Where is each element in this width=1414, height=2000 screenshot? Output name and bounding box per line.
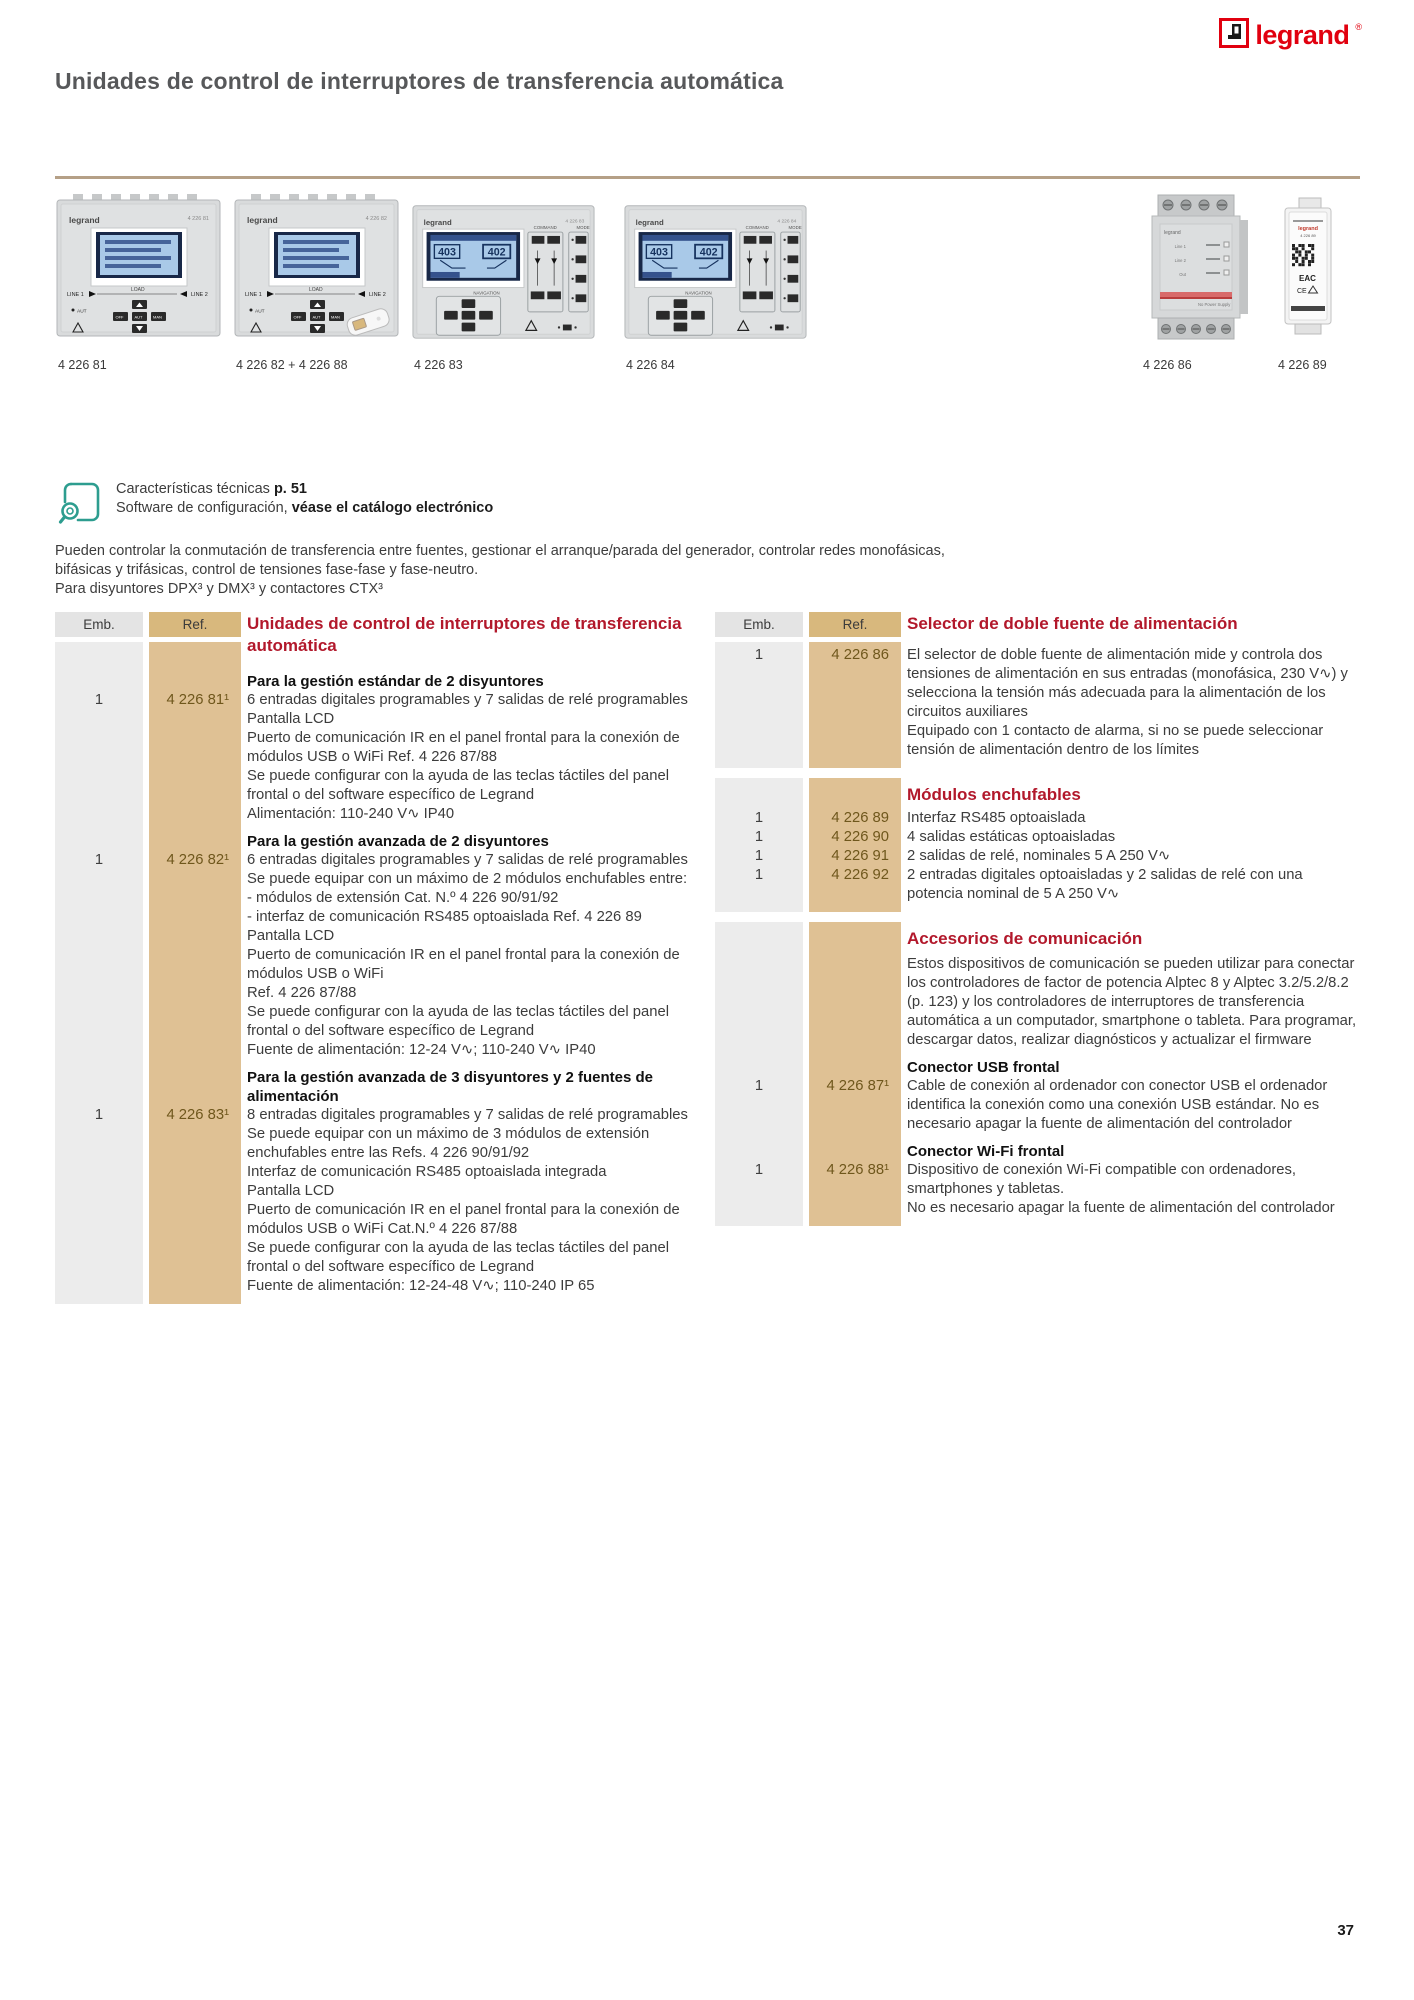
row-heading: Para la gestión estándar de 2 disyuntores — [247, 673, 544, 690]
svg-text:MAN: MAN — [153, 314, 162, 320]
ref-value: 4 226 81¹ — [166, 692, 229, 708]
product-row — [715, 809, 1360, 828]
description-line: 4 salidas estáticas optoaisladas — [907, 829, 1116, 845]
info-line-1: Características técnicas p. 51 — [116, 481, 307, 497]
description-line: 2 entradas digitales optoaisladas y 2 salidas de relé con una potencia nominal de 5 A 250 V∿ — [907, 867, 1303, 902]
page-number: 37 — [1337, 1922, 1354, 1939]
svg-text:OFF: OFF — [115, 314, 124, 320]
ref-value: 4 226 91 — [831, 848, 889, 864]
row-description — [907, 847, 1360, 866]
product-image-4-226-82-4-226-88 — [233, 192, 403, 349]
description-line: Se puede configurar con la ayuda de las teclas táctiles del panel frontal o del software específico de Legrand — [247, 768, 669, 803]
left-product-table — [55, 612, 700, 1304]
description-line: 2 salidas de relé, nominales 5 A 250 V∿ — [907, 848, 1171, 864]
row-heading: Para la gestión avanzada de 2 disyuntores — [247, 833, 549, 850]
product-row — [715, 646, 1360, 760]
right-product-table — [715, 612, 1360, 1304]
svg-text:LINE 1: LINE 1 — [67, 292, 84, 298]
product-image-4-226-86 — [1140, 192, 1260, 349]
ref-value: 4 226 86 — [831, 647, 889, 663]
description-line: Interfaz RS485 optoaislada — [907, 810, 1086, 826]
product-caption: 4 226 83 — [414, 358, 463, 372]
description-line: 8 entradas digitales programables y 7 salidas de relé programables — [247, 1107, 688, 1123]
svg-text:EAC: EAC — [1299, 274, 1316, 283]
intro-line: Pueden controlar la conmutación de transferencia entre fuentes, gestionar el arranque/parada del generador, controlar redes monofásicas, — [55, 543, 945, 559]
section-title: Módulos enchufables — [907, 785, 1081, 804]
description-line: Fuente de alimentación: 12-24 V∿; 110-240 V∿ IP40 — [247, 1042, 596, 1058]
svg-text:No Power Supply: No Power Supply — [1198, 302, 1231, 307]
table-section — [715, 778, 1360, 912]
svg-text:LINE 2: LINE 2 — [369, 292, 386, 298]
emb-value: 1 — [754, 848, 764, 864]
product-figure — [623, 198, 808, 372]
ref-value: 4 226 82¹ — [166, 852, 229, 868]
page-title: Unidades de control de interruptores de transferencia automática — [55, 68, 784, 94]
svg-text:4 226 83: 4 226 83 — [565, 219, 585, 225]
svg-text:Line 1: Line 1 — [1174, 244, 1186, 249]
svg-text:403: 403 — [438, 246, 456, 259]
row-description — [247, 691, 700, 824]
emb-header-cell: Emb. — [715, 612, 803, 637]
row-description — [247, 1106, 700, 1296]
svg-text:4 226 82: 4 226 82 — [365, 216, 387, 222]
svg-text:OFF: OFF — [293, 314, 302, 320]
product-caption: 4 226 86 — [1143, 358, 1192, 372]
description-line: Interfaz de comunicación RS485 optoaislada integrada — [247, 1164, 607, 1180]
product-figure — [1140, 192, 1260, 372]
svg-text:legrand: legrand — [247, 215, 278, 225]
svg-text:NAVIGATION: NAVIGATION — [473, 290, 500, 296]
intro-line: bifásicas y trifásicas, control de tensiones fase-fase y fase-neutro. — [55, 562, 479, 578]
ref-value: 4 226 89 — [831, 810, 889, 826]
description-line: No es necesario apagar la fuente de alimentación del controlador — [907, 1200, 1335, 1216]
product-caption: 4 226 84 — [626, 358, 675, 372]
row-description — [907, 809, 1360, 828]
svg-text:legrand: legrand — [635, 218, 664, 228]
svg-text:LOAD: LOAD — [309, 287, 323, 293]
row-description — [907, 1161, 1360, 1218]
product-row — [715, 1050, 1360, 1134]
product-image-4-226-89 — [1275, 196, 1345, 349]
svg-text:AUT: AUT — [312, 314, 321, 320]
section-intro: Estos dispositivos de comunicación se pueden utilizar para conectar los controladores de factor de potencia Alptec 8 y Alptec 3.2/5.2/8.2 (p. 123) y los controladores de interruptores de transferencia automática a un computador, smartphone o tableta. Para programar, descargar datos, realizar diagnósticos y actualizar el firmware — [907, 956, 1357, 1048]
ref-value: 4 226 88¹ — [826, 1162, 889, 1178]
svg-text:402: 402 — [487, 246, 506, 259]
product-caption: 4 226 82 + 4 226 88 — [236, 358, 348, 372]
intro-paragraph — [55, 542, 1365, 599]
row-description — [907, 828, 1360, 847]
svg-text:AUT: AUT — [255, 309, 265, 315]
description-line: Alimentación: 110-240 V∿ IP40 — [247, 806, 455, 822]
table-section — [55, 642, 700, 1304]
svg-text:4 226 84: 4 226 84 — [777, 219, 797, 225]
svg-text:NAVIGATION: NAVIGATION — [685, 290, 712, 296]
row-heading: Conector Wi-Fi frontal — [907, 1143, 1065, 1160]
ref-header-cell: Ref. — [149, 612, 241, 637]
table-section — [715, 922, 1360, 1226]
row-heading: Conector USB frontal — [907, 1059, 1060, 1076]
emb-header-cell: Emb. — [55, 612, 143, 637]
svg-text:MAN: MAN — [331, 314, 340, 320]
emb-value: 1 — [94, 692, 104, 708]
product-caption: 4 226 81 — [58, 358, 107, 372]
section-title-row — [715, 926, 1360, 953]
row-description — [907, 866, 1360, 904]
svg-text:AUT: AUT — [134, 314, 143, 320]
svg-text:legrand: legrand — [1164, 230, 1181, 236]
emb-value: 1 — [754, 1078, 764, 1094]
legrand-logo — [1219, 18, 1362, 53]
description-line: 6 entradas digitales programables y 7 salidas de relé programables — [247, 852, 688, 868]
svg-text:MODE: MODE — [576, 225, 590, 231]
description-line: Puerto de comunicación IR en el panel frontal para la conexión de módulos USB o WiFi Ref. 4 226 87/88 — [247, 730, 680, 765]
description-line: Se puede configurar con la ayuda de las teclas táctiles del panel frontal o del software específico de Legrand — [247, 1240, 669, 1275]
row-description — [907, 646, 1360, 760]
svg-text:402: 402 — [699, 246, 718, 259]
product-row — [55, 646, 700, 824]
description-line: - módulos de extensión Cat. N.º 4 226 90/91/92 — [247, 890, 559, 906]
legrand-logo-icon — [1219, 18, 1249, 53]
product-figure — [411, 198, 593, 372]
emb-value: 1 — [754, 1162, 764, 1178]
svg-text:legrand: legrand — [1298, 226, 1318, 232]
product-image-4-226-84 — [623, 198, 808, 349]
description-line: Puerto de comunicación IR en el panel frontal para la conexión de módulos USB o WiFi Cat.N.º 4 226 87/88 — [247, 1202, 680, 1237]
description-line: 6 entradas digitales programables y 7 salidas de relé programables — [247, 692, 688, 708]
description-line: - interfaz de comunicación RS485 optoaislada Ref. 4 226 89 — [247, 909, 642, 925]
description-line: Puerto de comunicación IR en el panel frontal para la conexión de módulos USB o WiFi — [247, 947, 680, 982]
svg-text:Out: Out — [1179, 272, 1186, 277]
description-line: Pantalla LCD — [247, 711, 335, 727]
emb-value: 1 — [754, 810, 764, 826]
section-title: Accesorios de comunicación — [907, 929, 1143, 948]
description-line: Equipado con 1 contacto de alarma, si no se puede seleccionar tensión de alimentación dentro de los límites — [907, 723, 1324, 758]
svg-text:CE: CE — [1297, 288, 1307, 295]
row-description — [247, 851, 700, 1060]
emb-value: 1 — [754, 829, 764, 845]
product-row — [715, 847, 1360, 866]
description-line: Ref. 4 226 87/88 — [247, 985, 357, 1001]
svg-text:COMMAND: COMMAND — [533, 225, 557, 231]
product-figure — [55, 192, 225, 372]
table-header-row — [55, 612, 700, 655]
catalog-tables — [55, 612, 1360, 1304]
product-image-4-226-83 — [411, 198, 593, 349]
row-description — [907, 1077, 1360, 1134]
intro-line: Para disyuntores DPX³ y DMX³ y contactores CTX³ — [55, 581, 383, 597]
info-line-2: Software de configuración, véase el catálogo electrónico — [116, 500, 494, 516]
ref-value: 4 226 92 — [831, 867, 889, 883]
description-line: Se puede equipar con un máximo de 2 módulos enchufables entre: — [247, 871, 688, 887]
technical-info-note — [58, 480, 493, 531]
ref-value: 4 226 83¹ — [166, 1107, 229, 1123]
svg-text:4 226 81: 4 226 81 — [187, 216, 209, 222]
product-figure — [233, 192, 403, 372]
product-image-4-226-81 — [55, 192, 225, 349]
svg-text:MODE: MODE — [788, 225, 802, 231]
product-row — [715, 828, 1360, 847]
section-title-row — [715, 782, 1360, 809]
product-row — [55, 824, 700, 1060]
product-row — [715, 1134, 1360, 1218]
table-title: Unidades de control de interruptores de transferencia automática — [247, 614, 682, 655]
product-images-row — [55, 192, 1360, 372]
description-line: Se puede equipar con un máximo de 3 módulos de extensión enchufables entre las Refs. 4 226 90/91/92 — [247, 1126, 650, 1161]
description-line: Fuente de alimentación: 12-24-48 V∿; 110-240 IP 65 — [247, 1278, 595, 1294]
description-line: Cable de conexión al ordenador con conector USB el ordenador identifica la conexión como una conexión USB estándar. No es necesario apagar la fuente de alimentación del controlador — [907, 1078, 1328, 1132]
description-line: Pantalla LCD — [247, 928, 335, 944]
section-intro-row — [715, 953, 1360, 1050]
svg-text:Line 2: Line 2 — [1174, 258, 1186, 263]
description-line: Dispositivo de conexión Wi-Fi compatible con ordenadores, smartphones y tabletas. — [907, 1162, 1297, 1197]
svg-text:403: 403 — [650, 246, 668, 259]
title-rule — [55, 176, 1360, 179]
svg-text:4 226 89: 4 226 89 — [1300, 233, 1316, 238]
product-row — [55, 1060, 700, 1296]
ref-value: 4 226 90 — [831, 829, 889, 845]
product-caption: 4 226 89 — [1278, 358, 1327, 372]
svg-text:LINE 1: LINE 1 — [245, 292, 262, 298]
svg-text:legrand: legrand — [69, 215, 100, 225]
description-line: Pantalla LCD — [247, 1183, 335, 1199]
registered-mark: ® — [1355, 21, 1362, 32]
description-line: Se puede configurar con la ayuda de las teclas táctiles del panel frontal o del software específico de Legrand — [247, 1004, 669, 1039]
svg-text:LOAD: LOAD — [131, 287, 145, 293]
legrand-wordmark: legrand — [1255, 20, 1350, 50]
emb-value: 1 — [94, 852, 104, 868]
table-title: Selector de doble fuente de alimentación — [907, 614, 1238, 633]
description-line: El selector de doble fuente de alimentación mide y controla dos tensiones de alimentación en sus entradas (monofásica, 230 V∿) y selecciona la tensión más adecuada para la alimentación de los circuitos auxiliares — [907, 647, 1348, 720]
table-header-row — [715, 612, 1360, 637]
svg-text:AUT: AUT — [77, 309, 87, 315]
doc-magnifier-icon — [58, 480, 102, 531]
emb-value: 1 — [754, 867, 764, 883]
emb-value: 1 — [94, 1107, 104, 1123]
svg-text:LINE 2: LINE 2 — [191, 292, 208, 298]
emb-value: 1 — [754, 647, 764, 663]
ref-value: 4 226 87¹ — [826, 1078, 889, 1094]
svg-text:legrand: legrand — [423, 218, 452, 228]
row-heading: Para la gestión avanzada de 3 disyuntores y 2 fuentes de alimentación — [247, 1069, 653, 1105]
table-section — [715, 642, 1360, 768]
product-row — [715, 866, 1360, 904]
svg-text:COMMAND: COMMAND — [745, 225, 769, 231]
ref-header-cell: Ref. — [809, 612, 901, 637]
product-figure — [1275, 196, 1345, 372]
